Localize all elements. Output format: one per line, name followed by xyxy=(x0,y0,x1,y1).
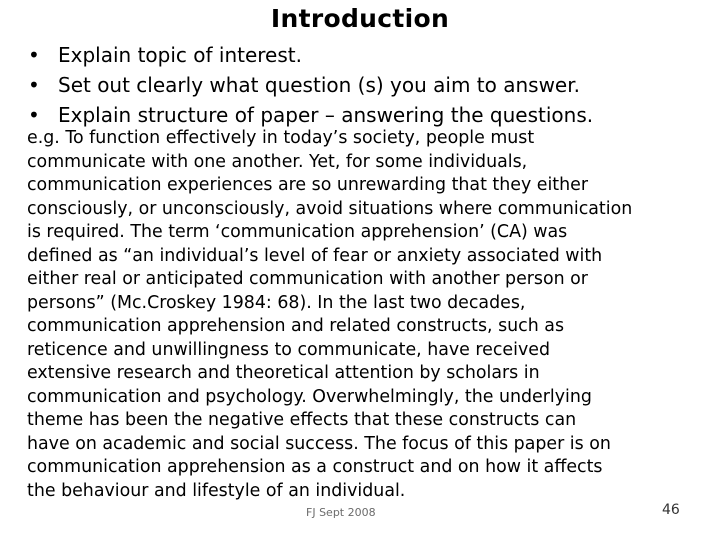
paragraph-line: communicate with one another. Yet, for some individuals, xyxy=(27,151,528,172)
slide-title: Introduction xyxy=(270,4,450,33)
paragraph-line: extensive research and theoretical attention by scholars in xyxy=(27,363,540,383)
paragraph-line: communication experiences are so unrewarding that they either xyxy=(27,175,588,195)
paragraph-line: either real or anticipated communication with another person or xyxy=(27,269,588,289)
paragraph-line: consciously, or unconsciously, avoid situations where communication xyxy=(27,198,633,219)
bullet-text: Explain structure of paper – answering the questions. xyxy=(58,103,594,127)
bullet-icon: • xyxy=(28,43,40,67)
paragraph-line: e.g. To function effectively in today’s society, people must xyxy=(27,128,535,148)
bullet-text: Set out clearly what question (s) you aim to answer. xyxy=(58,73,580,97)
paragraph-line: theme has been the negative effects that these constructs can xyxy=(27,410,577,430)
bullet-list xyxy=(28,40,593,130)
paragraph-line: persons” (Mc.Croskey 1984: 68). In the last two decades, xyxy=(27,292,526,313)
bullet-item xyxy=(28,40,593,70)
paragraph-line: communication apprehension as a construct and on how it affects xyxy=(27,457,603,477)
example-paragraph xyxy=(27,127,687,503)
footer-date: FJ Sept 2008 xyxy=(306,506,376,519)
paragraph-line: defined as “an individual’s level of fear or anxiety associated with xyxy=(27,245,603,266)
bullet-icon: • xyxy=(28,73,40,97)
page-number: 46 xyxy=(662,502,680,518)
bullet-item xyxy=(28,70,593,100)
bullet-icon: • xyxy=(28,103,40,127)
bullet-text: Explain topic of interest. xyxy=(58,43,302,67)
paragraph-line: reticence and unwillingness to communicate, have received xyxy=(27,339,550,360)
paragraph-line: communication apprehension and related constructs, such as xyxy=(27,316,565,336)
paragraph-line: communication and psychology. Overwhelmingly, the underlying xyxy=(27,386,592,407)
paragraph-line: the behaviour and lifestyle of an individual. xyxy=(27,480,406,501)
bullet-item xyxy=(28,100,593,130)
paragraph-line: is required. The term ‘communication apprehension’ (CA) was xyxy=(27,222,568,242)
paragraph-line: have on academic and social success. The focus of this paper is on xyxy=(27,433,611,454)
